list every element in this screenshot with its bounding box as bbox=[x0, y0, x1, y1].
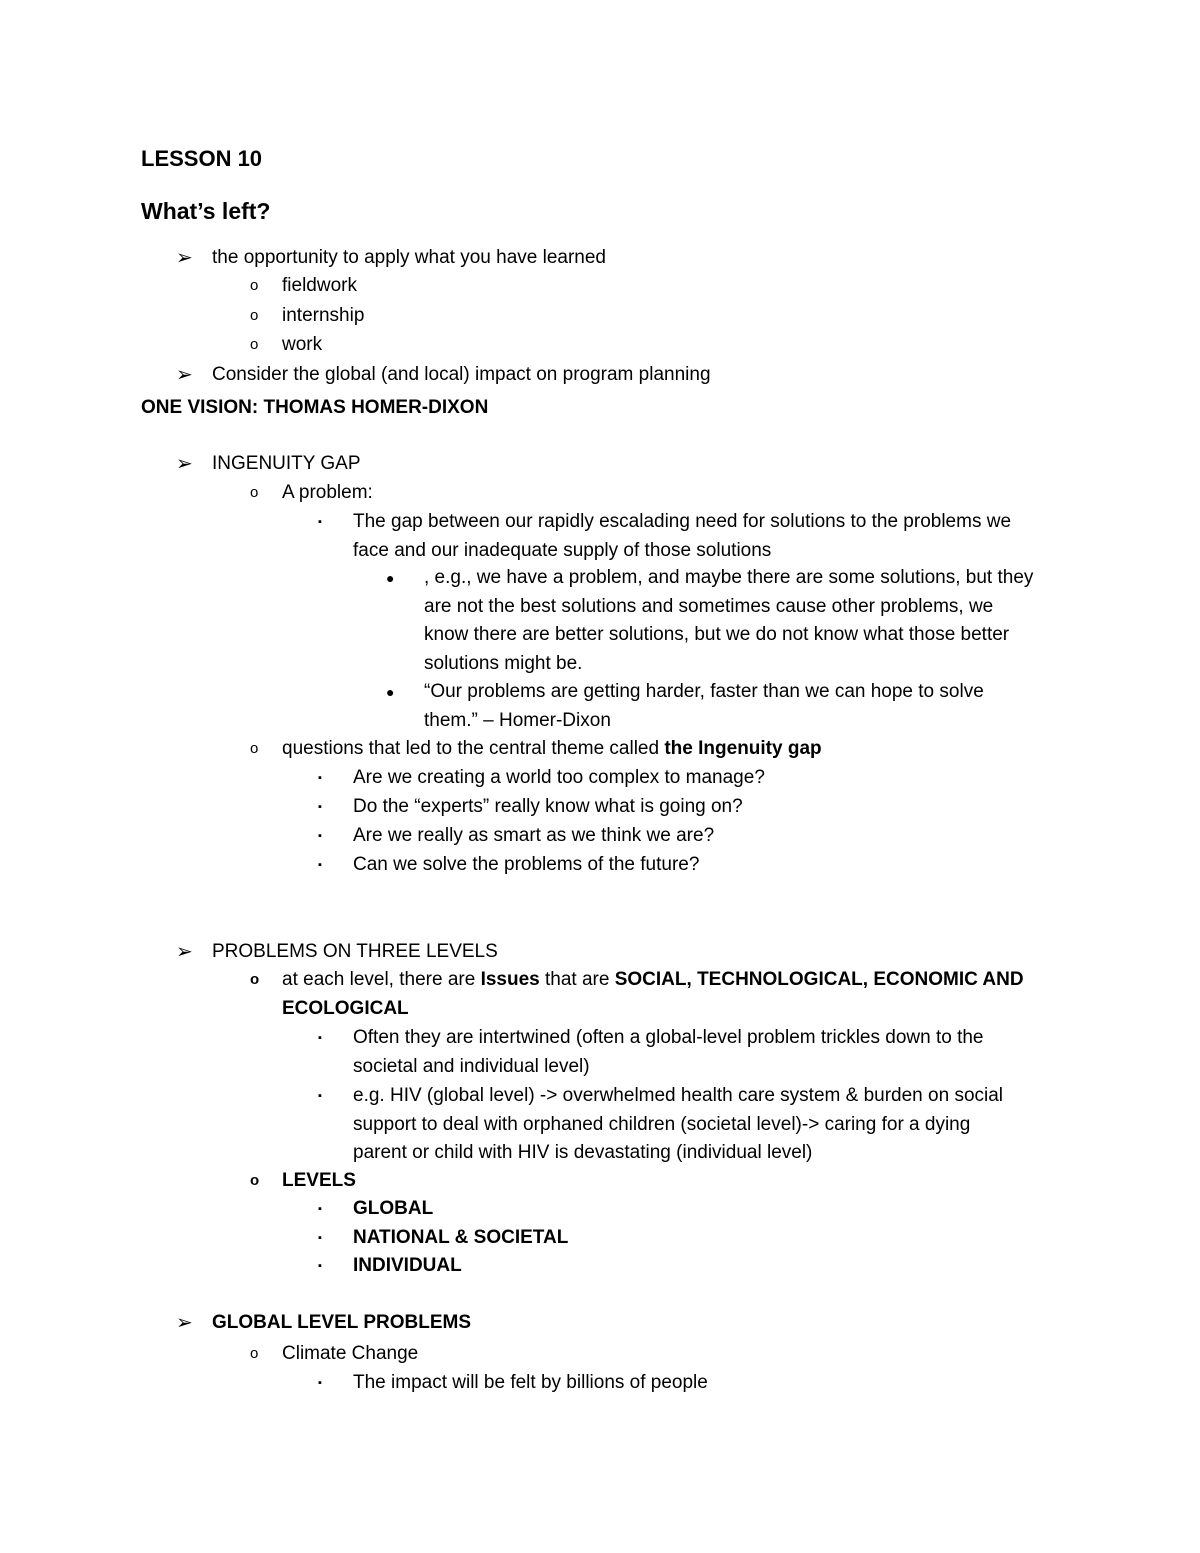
list-item-line bbox=[353, 510, 1011, 534]
arrow-bullet-icon: ➢ bbox=[176, 247, 193, 269]
list-item-line bbox=[353, 766, 765, 790]
circle-bullet-icon: o bbox=[250, 971, 260, 988]
list-item-line bbox=[353, 795, 743, 819]
text: support to deal with orphaned children (societal level)-> caring for a dying bbox=[353, 1113, 971, 1135]
text: Can we solve the problems of the future? bbox=[353, 854, 700, 875]
list-item-line bbox=[424, 566, 1033, 590]
arrow-bullet-icon: ➢ bbox=[176, 1312, 193, 1334]
bold-text: LEVELS bbox=[282, 1170, 356, 1191]
bold-text: GLOBAL LEVEL PROBLEMS bbox=[212, 1312, 471, 1333]
arrow-bullet-icon: ➢ bbox=[176, 364, 193, 386]
list-item-line bbox=[353, 1254, 462, 1278]
arrow-bullet-icon: ➢ bbox=[176, 453, 193, 475]
text: are not the best solutions and sometimes cause other problems, we bbox=[424, 595, 994, 617]
text: questions that led to the central theme called bbox=[282, 738, 665, 759]
text: The gap between our rapidly escalading need for solutions to the problems we bbox=[353, 511, 1012, 532]
text: A problem: bbox=[282, 482, 373, 503]
text: the opportunity to apply what you have learned bbox=[212, 247, 606, 268]
text: PROBLEMS ON THREE LEVELS bbox=[212, 941, 498, 962]
list-item-line bbox=[353, 539, 771, 563]
dot-bullet-icon: ● bbox=[386, 570, 395, 586]
list-item-line bbox=[424, 652, 582, 676]
square-bullet-icon: ▪ bbox=[318, 830, 322, 842]
list-item-line bbox=[424, 595, 993, 619]
text: societal and individual level) bbox=[353, 1055, 590, 1077]
square-bullet-icon: ▪ bbox=[318, 1232, 322, 1244]
text: internship bbox=[282, 305, 365, 326]
circle-bullet-icon: o bbox=[250, 307, 259, 324]
square-bullet-icon: ▪ bbox=[318, 1090, 322, 1102]
list-item-line bbox=[424, 680, 984, 704]
circle-bullet-icon: o bbox=[250, 1172, 260, 1189]
square-bullet-icon: ▪ bbox=[318, 801, 322, 813]
list-item-line bbox=[353, 1226, 568, 1250]
text: Are we really as smart as we think we are? bbox=[353, 825, 715, 846]
list-item-line bbox=[353, 1371, 708, 1395]
circle-bullet-icon: o bbox=[250, 336, 259, 353]
text: “Our problems are getting harder, faster than we can hope to solve bbox=[424, 681, 984, 702]
bold-text: GLOBAL bbox=[353, 1198, 434, 1219]
list-item-line bbox=[282, 968, 1024, 992]
section-subtitle: What’s left? bbox=[141, 198, 271, 224]
text: , e.g., we have a problem, and maybe there are some solutions, but they bbox=[424, 567, 1034, 588]
bold-text: Issues bbox=[480, 969, 540, 990]
list-item-line bbox=[282, 1342, 418, 1366]
square-bullet-icon: ▪ bbox=[318, 1260, 322, 1272]
list-item-line bbox=[353, 1113, 970, 1137]
text: solutions might be. bbox=[424, 652, 583, 674]
square-bullet-icon: ▪ bbox=[318, 1203, 322, 1215]
list-item-line bbox=[282, 997, 409, 1021]
square-bullet-icon: ▪ bbox=[318, 859, 322, 871]
bold-text: the Ingenuity gap bbox=[664, 738, 822, 759]
circle-bullet-icon: o bbox=[250, 740, 259, 757]
arrow-bullet-icon: ➢ bbox=[176, 941, 193, 963]
text: Consider the global (and local) impact on program planning bbox=[212, 364, 711, 385]
list-item-line bbox=[353, 1055, 590, 1079]
text: Do the “experts” really know what is going on? bbox=[353, 796, 743, 817]
list-item-line bbox=[282, 737, 822, 761]
bold-text: INDIVIDUAL bbox=[353, 1255, 462, 1276]
text: Climate Change bbox=[282, 1343, 419, 1364]
list-item-line bbox=[353, 1084, 1003, 1108]
list-item-line bbox=[353, 853, 699, 877]
dot-bullet-icon: ● bbox=[386, 684, 395, 700]
square-bullet-icon: ▪ bbox=[318, 772, 322, 784]
lesson-title: LESSON 10 bbox=[141, 146, 263, 171]
text: INGENUITY GAP bbox=[212, 453, 361, 474]
text: at each level, there are bbox=[282, 969, 481, 990]
list-item-line bbox=[282, 333, 322, 357]
circle-bullet-icon: o bbox=[250, 484, 259, 501]
text: face and our inadequate supply of those solutions bbox=[353, 539, 772, 561]
text: Are we creating a world too complex to manage? bbox=[353, 767, 765, 788]
list-item-line bbox=[353, 824, 714, 848]
circle-bullet-icon: o bbox=[250, 1345, 259, 1362]
list-item-line bbox=[212, 363, 711, 387]
list-item-line bbox=[282, 1169, 356, 1193]
text: parent or child with HIV is devastating (individual level) bbox=[353, 1142, 813, 1164]
list-item-line bbox=[212, 452, 361, 476]
text: work bbox=[282, 334, 323, 355]
list-item-line bbox=[212, 1311, 471, 1335]
section-heading bbox=[141, 396, 488, 420]
list-item-line bbox=[212, 246, 606, 270]
bold-text: NATIONAL & SOCIETAL bbox=[353, 1227, 569, 1248]
text: know there are better solutions, but we do not know what those better bbox=[424, 624, 1010, 646]
list-item-line bbox=[282, 304, 364, 328]
list-item-line bbox=[282, 274, 357, 298]
list-item-line bbox=[212, 940, 498, 964]
square-bullet-icon: ▪ bbox=[318, 516, 322, 528]
bold-text: ONE VISION: THOMAS HOMER-DIXON bbox=[141, 397, 489, 418]
text: them.” – Homer-Dixon bbox=[424, 709, 611, 731]
text: The impact will be felt by billions of people bbox=[353, 1372, 708, 1393]
list-item-line bbox=[353, 1197, 433, 1221]
list-item-line bbox=[282, 481, 373, 505]
bold-text: SOCIAL, TECHNOLOGICAL, ECONOMIC AND bbox=[614, 969, 1024, 990]
text: e.g. HIV (global level) -> overwhelmed health care system & burden on social bbox=[353, 1085, 1004, 1106]
circle-bullet-icon: o bbox=[250, 277, 259, 294]
square-bullet-icon: ▪ bbox=[318, 1377, 322, 1389]
list-item-line bbox=[353, 1026, 984, 1050]
text: Often they are intertwined (often a global-level problem trickles down to the bbox=[353, 1027, 984, 1048]
list-item-line bbox=[353, 1141, 812, 1165]
bold-text: ECOLOGICAL bbox=[282, 997, 409, 1019]
square-bullet-icon: ▪ bbox=[318, 1032, 322, 1044]
text: fieldwork bbox=[282, 275, 357, 296]
text: that are bbox=[539, 969, 615, 990]
list-item-line bbox=[424, 623, 1009, 647]
list-item-line bbox=[424, 709, 611, 733]
